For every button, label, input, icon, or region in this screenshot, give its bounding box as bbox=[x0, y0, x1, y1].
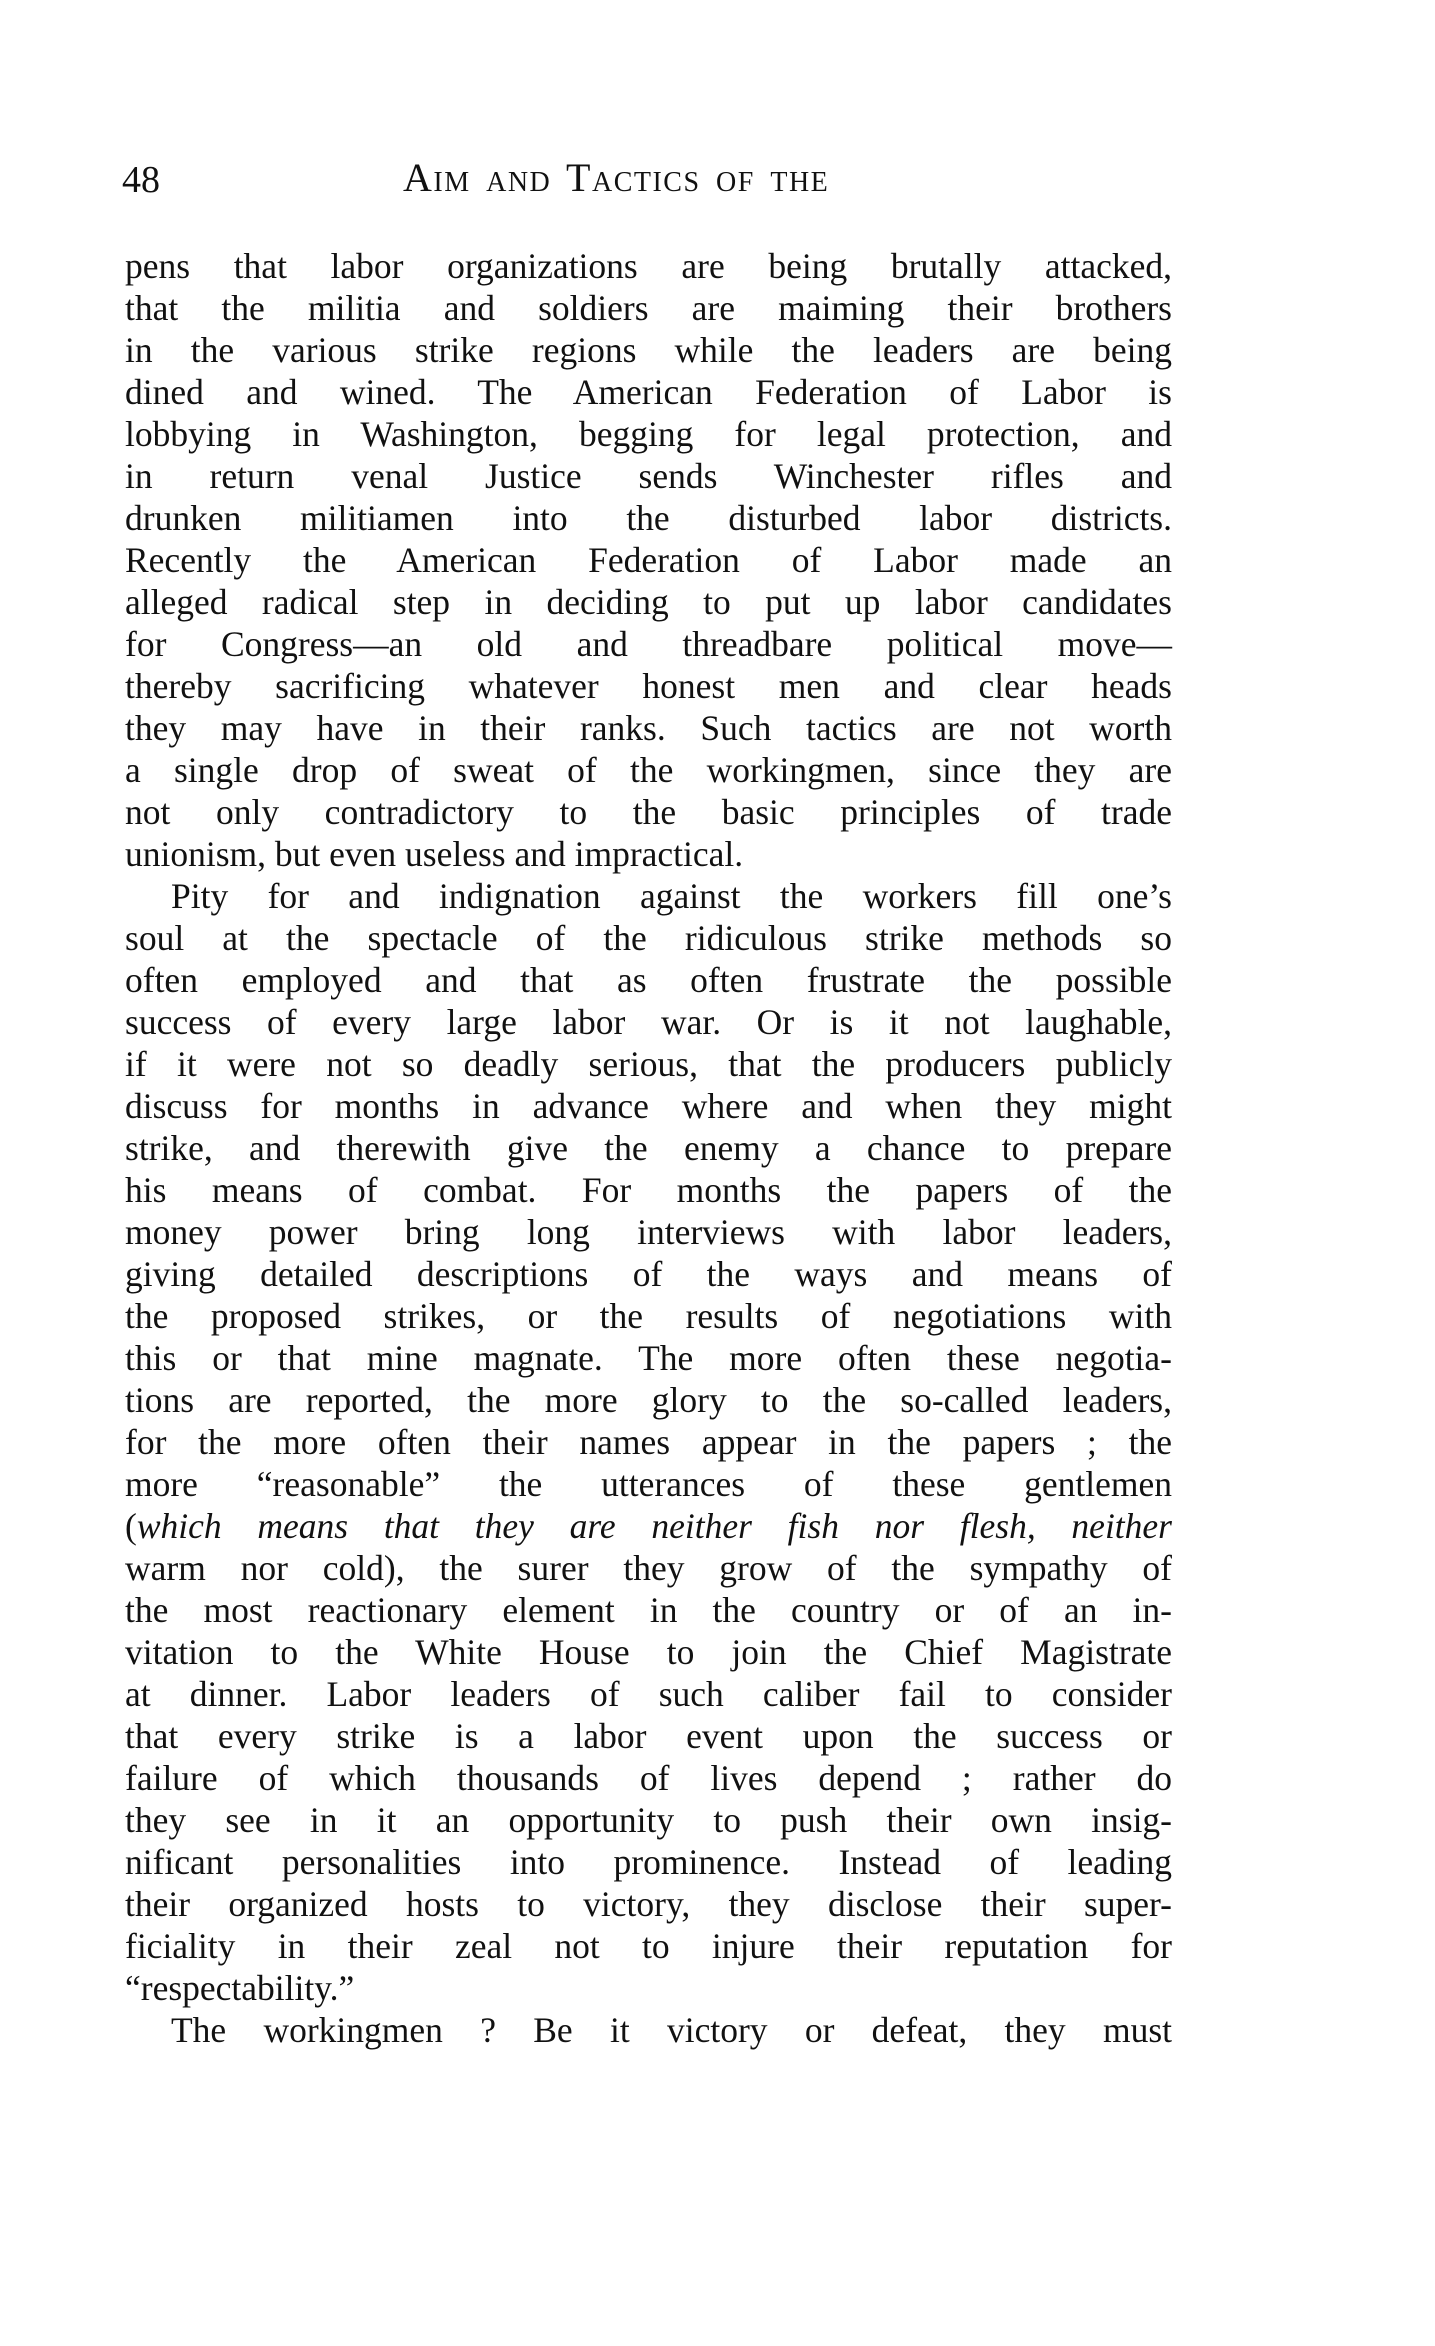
text-line: discuss for months in advance where and when they might bbox=[125, 1086, 1172, 1126]
text-line: Pity for and indignation against the workers fill one’s bbox=[171, 876, 1172, 916]
text-line: not only contradictory to the basic principles of trade bbox=[125, 792, 1172, 832]
page-number: 48 bbox=[122, 159, 160, 201]
italic-phrase: which means that they are neither fish nor flesh, neither bbox=[136, 1506, 1172, 1546]
text-line: in the various strike regions while the leaders are being bbox=[125, 330, 1172, 370]
text-line: his means of combat. For months the papers of the bbox=[125, 1170, 1172, 1210]
text-line: ficiality in their zeal not to injure their reputation for bbox=[125, 1926, 1172, 1966]
text-line: thereby sacrificing whatever honest men and clear heads bbox=[125, 666, 1172, 706]
text-line: tions are reported, the more glory to the so-called leaders, bbox=[125, 1380, 1172, 1420]
text-line: The workingmen ? Be it victory or defeat, they must bbox=[171, 2010, 1172, 2050]
text-line: Recently the American Federation of Labor made an bbox=[125, 540, 1172, 580]
text-line: they may have in their ranks. Such tactics are not worth bbox=[125, 708, 1172, 748]
text-line: vitation to the White House to join the Chief Magistrate bbox=[125, 1632, 1172, 1672]
text-line: strike, and therewith give the enemy a chance to prepare bbox=[125, 1128, 1172, 1168]
text-line: warm nor cold), the surer they grow of the sympathy of bbox=[125, 1548, 1172, 1588]
text-line: for Congress—an old and threadbare political move— bbox=[125, 624, 1172, 664]
text-line: alleged radical step in deciding to put up labor candidates bbox=[125, 582, 1172, 622]
text-line: at dinner. Labor leaders of such caliber fail to consider bbox=[125, 1674, 1172, 1714]
text-line: often employed and that as often frustrate the possible bbox=[125, 960, 1172, 1000]
text-line: that every strike is a labor event upon the success or bbox=[125, 1716, 1172, 1756]
text-line: for the more often their names appear in the papers ; the bbox=[125, 1422, 1172, 1462]
running-head bbox=[122, 150, 1172, 210]
text-line: pens that labor organizations are being brutally attacked, bbox=[125, 246, 1172, 286]
text-line: failure of which thousands of lives depend ; rather do bbox=[125, 1758, 1172, 1798]
text-line: money power bring long interviews with labor leaders, bbox=[125, 1212, 1172, 1252]
text-line: “respectability.” bbox=[125, 1968, 355, 2008]
text-line: their organized hosts to victory, they disclose their super- bbox=[125, 1884, 1172, 1924]
text-line: a single drop of sweat of the workingmen, since they are bbox=[125, 750, 1172, 790]
text-line: in return venal Justice sends Winchester rifles and bbox=[125, 456, 1172, 496]
text-line: soul at the spectacle of the ridiculous strike methods so bbox=[125, 918, 1172, 958]
text-line: that the militia and soldiers are maiming their brothers bbox=[125, 288, 1172, 328]
text-line: nificant personalities into prominence. Instead of leading bbox=[125, 1842, 1172, 1882]
text-line: this or that mine magnate. The more often these negotia- bbox=[125, 1338, 1172, 1378]
text-line: if it were not so deadly serious, that the producers publicly bbox=[125, 1044, 1172, 1084]
text-line: lobbying in Washington, begging for legal protection, and bbox=[125, 414, 1172, 454]
text-line: success of every large labor war. Or is it not laughable, bbox=[125, 1002, 1172, 1042]
text-line: they see in it an opportunity to push their own insig- bbox=[125, 1800, 1172, 1840]
text-line: the most reactionary element in the country or of an in- bbox=[125, 1590, 1172, 1630]
text-line: drunken militiamen into the disturbed labor districts. bbox=[125, 498, 1172, 538]
text-line: giving detailed descriptions of the ways and means of bbox=[125, 1254, 1172, 1294]
body-text bbox=[125, 245, 1172, 2051]
text-line: dined and wined. The American Federation of Labor is bbox=[125, 372, 1172, 412]
text-line: the proposed strikes, or the results of negotiations with bbox=[125, 1296, 1172, 1336]
running-head-title: Aim and Tactics of the bbox=[403, 155, 830, 200]
text-line: unionism, but even useless and impractical. bbox=[125, 834, 744, 874]
text-line: more “reasonable” the utterances of these gentlemen bbox=[125, 1464, 1172, 1504]
text-line: (which means that they are neither fish nor flesh, neither bbox=[125, 1506, 1172, 1546]
